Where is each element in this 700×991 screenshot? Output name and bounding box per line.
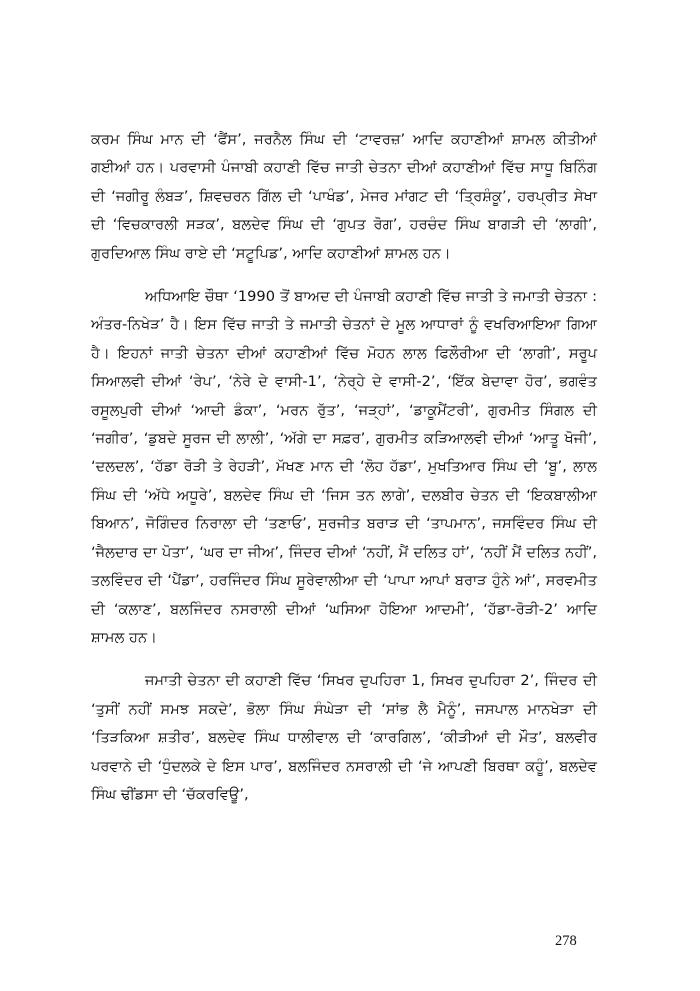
page-number: 278 xyxy=(555,933,577,949)
paragraph-2: ਅਧਿਆਇ ਚੌਥਾ ‘1990 ਤੋਂ ਬਾਅਦ ਦੀ ਪੰਜਾਬੀ ਕਹਾਣੀ ਵਿੱਚ ਜਾਤੀ ਤੇ ਜਮਾਤੀ ਚੇਤਨਾ : ਅੰਤਰ-ਨਿਖੇੜ’ ਹੈ। ਇਸ ਵਿੱਚ ਜਾਤੀ ਤੇ ਜਮਾਤੀ ਚੇਤਨਾਂ ਦੇ ਮੂਲ ਆਧਾਰਾਂ ਨੂੰ ਵਖਰਿਆਇਆ ਗਿਆ ਹੈ। ਇਹਨਾਂ ਜਾਤੀ ਚੇਤਨਾ ਦੀਆਂ ਕਹਾਣੀਆਂ ਵਿੱਚ ਮੋਹਨ ਲਾਲ ਫਿਲੌਰੀਆ ਦੀ ‘ਲਾਗੀ’, ਸਰੂਪ ਸਿਆਲਵੀ ਦੀਆਂ ‘ਰੇਪ’, ‘ਨੇਰੇ ਦੇ ਵਾਸੀ-1’, ‘ਨੇਰ੍ਹੇ ਦੇ ਵਾਸੀ-2’, ‘ਇੱਕ ਬੇਦਾਵਾ ਹੋਰ’, ਭਗਵੰਤ ਰਸੂਲਪੁਰੀ ਦੀਆਂ ‘ਆਦੀ ਡੰਕਾ’, ‘ਮਰਨ ਰੁੱਤ’, ‘ਜੜ੍ਹਾਂ’, ‘ਡਾਕੂਮੈਂਟਰੀ’, ਗੁਰਮੀਤ ਸਿੰਗਲ ਦੀ ‘ਜਗੀਰ’, ‘ਡੁਬਦੇ ਸੂਰਜ ਦੀ ਲਾਲੀ’, ‘ਅੱਗੇ ਦਾ ਸਫ਼ਰ’, ਗੁਰਮੀਤ ਕੜਿਆਲਵੀ ਦੀਆਂ ‘ਆਤੂ ਖੋਜੀ’, ‘ਦਲਦਲ’, ‘ਹੱਡਾ ਰੋੜੀ ਤੇ ਰੇਹੜੀ’, ਮੱਖਣ ਮਾਨ ਦੀ ‘ਲੋਹ ਹੱਡਾ’, ਮੁਖਤਿਆਰ ਸਿੰਘ ਦੀ ‘ਬੂ’, ਲਾਲ ਸਿੰਘ ਦੀ ‘ਅੱਧੇ ਅਧੂਰੇ’, ਬਲਦੇਵ ਸਿੰਘ ਦੀ ‘ਜਿਸ ਤਨ ਲਾਗੇ’, ਦਲਬੀਰ ਚੇਤਨ ਦੀ ‘ਇਕਬਾਲੀਆ ਬਿਆਨ’, ਜੋਗਿੰਦਰ ਨਿਰਾਲਾ ਦੀ ‘ਤਣਾਓ’, ਸੁਰਜੀਤ ਬਰਾੜ ਦੀ ‘ਤਾਪਮਾਨ’, ਜਸਵਿੰਦਰ ਸਿੰਘ ਦੀ ‘ਜੈਲਦਾਰ ਦਾ ਪੋਤਾ’, ‘ਘਰ ਦਾ ਜੀਅ’, ਜਿੰਦਰ ਦੀਆਂ ‘ਨਹੀਂ, ਮੈਂ ਦਲਿਤ ਹਾਂ’, ‘ਨਹੀਂ ਮੈਂ ਦਲਿਤ ਨਹੀਂ’, ਤਲਵਿੰਦਰ ਦੀ ‘ਪੈਂਡਾ’, ਹਰਜਿੰਦਰ ਸਿੰਘ ਸੂਰੇਵਾਲੀਆ ਦੀ ‘ਪਾਪਾ ਆਪਾਂ ਬਰਾੜ ਹੁੰਨੇ ਆਂ’, ਸਰਵਮੀਤ ਦੀ ‘ਕਲਾਣ’, ਬਲਜਿੰਦਰ ਨਸਰਾਲੀ ਦੀਆਂ ‘ਘਸਿਆ ਹੋਇਆ ਆਦਮੀ’, ‘ਹੱਡਾ-ਰੋੜੀ-2’ ਆਦਿ ਸ਼ਾਮਲ ਹਨ। xyxy=(91,288,597,646)
body-text xyxy=(91,126,597,809)
paragraph-1: ਕਰਮ ਸਿੰਘ ਮਾਨ ਦੀ ‘ਫੈਂਸ’, ਜਰਨੈਲ ਸਿੰਘ ਦੀ ‘ਟਾਵਰਜ਼’ ਆਦਿ ਕਹਾਣੀਆਂ ਸ਼ਾਮਲ ਕੀਤੀਆਂ ਗਈਆਂ ਹਨ। ਪਰਵਾਸੀ ਪੰਜਾਬੀ ਕਹਾਣੀ ਵਿੱਚ ਜਾਤੀ ਚੇਤਨਾ ਦੀਆਂ ਕਹਾਣੀਆਂ ਵਿੱਚ ਸਾਧੂ ਬਿਨਿੰਗ ਦੀ ‘ਜਗੀਰੂ ਲੰਬੜ’, ਸ਼ਿਵਚਰਨ ਗਿੱਲ ਦੀ ‘ਪਾਖੰਡ’, ਮੇਜਰ ਮਾਂਗਟ ਦੀ ‘ਤ੍ਰਿਸ਼ੰਕੂ’, ਹਰਪ੍ਰੀਤ ਸੇਖਾ ਦੀ ‘ਵਿਚਕਾਰਲੀ ਸੜਕ’, ਬਲਦੇਵ ਸਿੰਘ ਦੀ ‘ਗੁਪਤ ਰੋਗ’, ਹਰਚੰਦ ਸਿੰਘ ਬਾਗੜੀ ਦੀ ‘ਲਾਗੀ’, ਗੁਰਦਿਆਲ ਸਿੰਘ ਰਾਏ ਦੀ ‘ਸਟੂਪਿਡ’, ਆਦਿ ਕਹਾਣੀਆਂ ਸ਼ਾਮਲ ਹਨ। xyxy=(91,131,597,262)
paragraph-3: ਜਮਾਤੀ ਚੇਤਨਾ ਦੀ ਕਹਾਣੀ ਵਿੱਚ ‘ਸਿਖਰ ਦੁਪਹਿਰਾ 1, ਸਿਖਰ ਦੁਪਹਿਰਾ 2’, ਜਿੰਦਰ ਦੀ ‘ਤੁਸੀਂ ਨਹੀਂ ਸਮਝ ਸਕਦੇ’, ਭੋਲਾ ਸਿੰਘ ਸੰਘੇੜਾ ਦੀ ‘ਸਾਂਭ ਲੈ ਮੈਨੂੰ’, ਜਸਪਾਲ ਮਾਨਖੇੜਾ ਦੀ ‘ਤਿੜਕਿਆ ਸ਼ਤੀਰ’, ਬਲਦੇਵ ਸਿੰਘ ਧਾਲੀਵਾਲ ਦੀ ‘ਕਾਰਗਿਲ’, ‘ਕੀੜੀਆਂ ਦੀ ਮੌਤ’, ਬਲਵੀਰ ਪਰਵਾਨੇ ਦੀ ‘ਧੁੰਦਲਕੇ ਦੇ ਇਸ ਪਾਰ’, ਬਲਜਿੰਦਰ ਨਸਰਾਲੀ ਦੀ ‘ਜੇ ਆਪਣੀ ਬਿਰਥਾ ਕਹੂੰ’, ਬਲਦੇਵ ਸਿੰਘ ਢੀਂਡਸਾ ਦੀ ‘ਚੱਕਰਵਿਊ’, xyxy=(91,672,597,803)
